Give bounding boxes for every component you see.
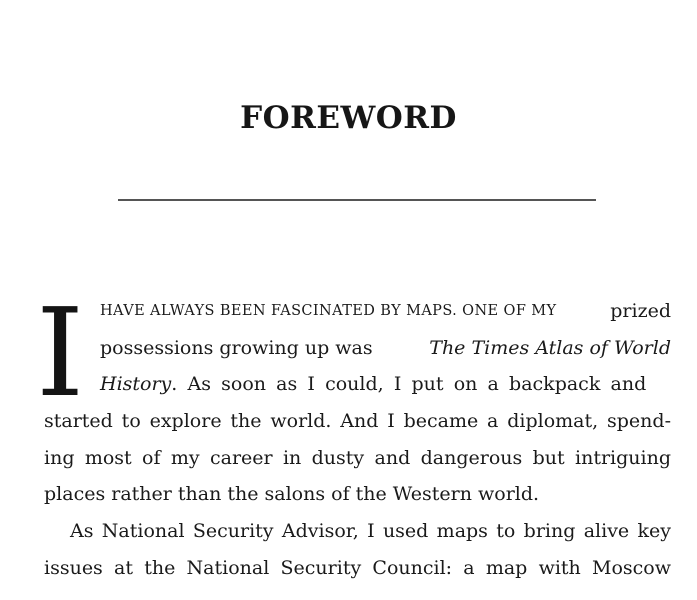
paragraph-1-line-4: started to explore the world. And I became a diplomat, spend- bbox=[44, 410, 671, 432]
title-divider bbox=[118, 199, 596, 201]
paragraph-1-line-6: places rather than the salons of the Western world. bbox=[44, 483, 540, 505]
paragraph-2-line-1: As National Security Advisor, I used maps to bring alive key bbox=[70, 520, 671, 542]
paragraph-1-line-1 bbox=[100, 293, 671, 329]
paragraph-2-line-2: issues at the National Security Council: a map with Moscow bbox=[44, 557, 671, 579]
paragraph-1-line-2 bbox=[100, 330, 671, 366]
book-title-italic-continued: History bbox=[100, 373, 172, 395]
chapter-title: FOREWORD bbox=[240, 100, 457, 136]
paragraph-1-line-3 bbox=[100, 366, 671, 402]
drop-cap: I bbox=[36, 282, 85, 424]
line-text: prized bbox=[610, 300, 671, 322]
paragraph-1-line-5: ing most of my career in dusty and dangerous but intriguing bbox=[44, 447, 671, 469]
smallcaps-opening: HAVE ALWAYS BEEN FASCINATED BY MAPS. ONE OF MY bbox=[100, 303, 557, 319]
line-text: . As soon as I could, I put on a backpack and bbox=[171, 373, 647, 395]
line-text: possessions growing up was bbox=[100, 337, 373, 359]
book-title-italic: The Times Atlas of World bbox=[429, 337, 671, 359]
